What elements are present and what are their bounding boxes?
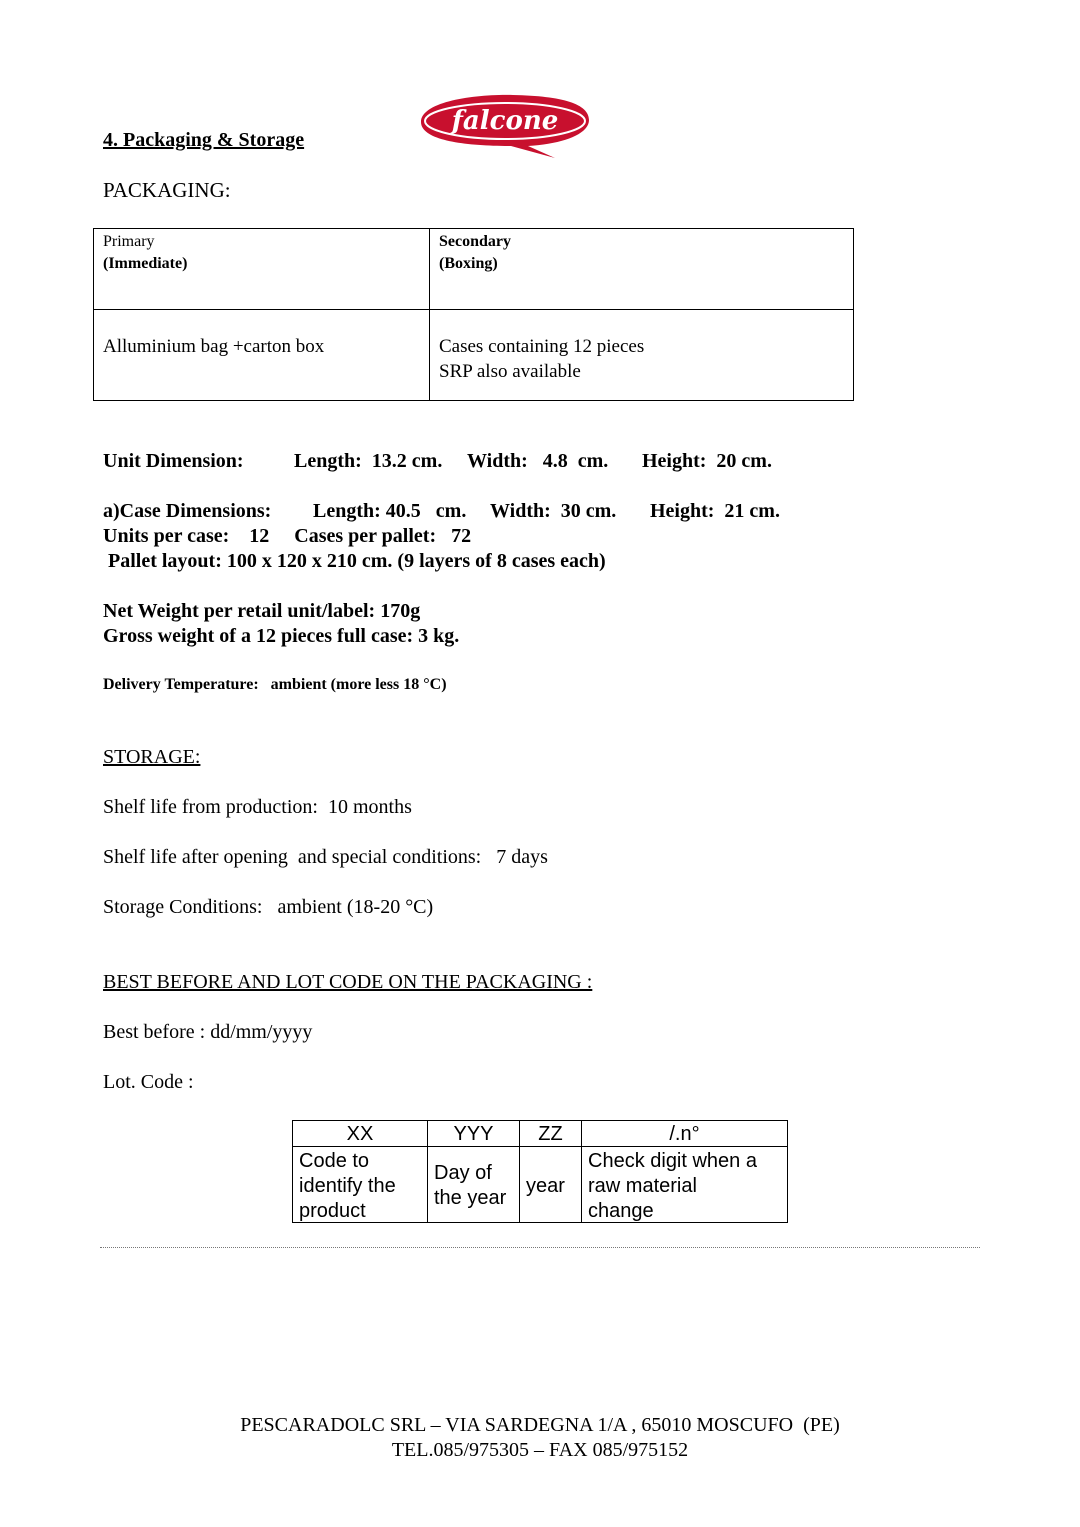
- net-weight: Net Weight per retail unit/label: 170g: [103, 600, 421, 622]
- lot-code-label: Lot. Code :: [103, 1071, 194, 1093]
- secondary-value-line1: Cases containing 12 pieces: [439, 336, 645, 357]
- lot-col-xx-text: Code to identify the product: [299, 1150, 396, 1222]
- best-before: Best before : dd/mm/yyyy: [103, 1021, 313, 1043]
- case-dimension-label: a)Case Dimensions:: [103, 500, 272, 522]
- lot-col-xx-header: XX: [346, 1123, 374, 1145]
- case-length: Length: 40.5 cm.: [313, 500, 467, 522]
- lot-code-heading: BEST BEFORE AND LOT CODE ON THE PACKAGING :: [103, 971, 593, 993]
- logo-wordmark: falcone: [451, 106, 559, 136]
- falcone-logo: [413, 92, 593, 160]
- secondary-sub-label: (Boxing): [439, 255, 498, 272]
- lot-code-table: [292, 1120, 788, 1223]
- footer-divider: [100, 1247, 980, 1248]
- lot-col-n-text: Check digit when a raw material change: [588, 1150, 757, 1222]
- lot-col-n-header: /.n°: [669, 1123, 700, 1145]
- delivery-temperature: Delivery Temperature: ambient (more less 18 °C): [103, 676, 447, 693]
- case-height: Height: 21 cm.: [650, 500, 780, 522]
- unit-dimension-label: Unit Dimension:: [103, 450, 244, 472]
- storage-conditions: Storage Conditions: ambient (18-20 °C): [103, 896, 434, 918]
- section-title: 4. Packaging & Storage: [103, 129, 305, 151]
- shelf-life-opening: Shelf life after opening and special conditions: 7 days: [103, 846, 548, 868]
- pallet-layout: Pallet layout: 100 x 120 x 210 cm. (9 layers of 8 cases each): [108, 550, 606, 572]
- footer-address: PESCARADOLC SRL – VIA SARDEGNA 1/A , 65010 MOSCUFO (PE): [240, 1414, 840, 1436]
- lot-col-zz-text: year: [526, 1175, 565, 1197]
- secondary-value-line2: SRP also available: [439, 361, 581, 382]
- packaging-heading: PACKAGING:: [103, 178, 231, 202]
- packaging-table: [93, 228, 854, 401]
- shelf-life-production: Shelf life from production: 10 months: [103, 796, 412, 818]
- units-per-case: Units per case: 12 Cases per pallet: 72: [103, 525, 472, 547]
- primary-value: Alluminium bag +carton box: [103, 336, 325, 357]
- lot-col-yyy-header: YYY: [453, 1123, 494, 1145]
- primary-sub-label: (Immediate): [103, 255, 188, 272]
- lot-col-zz-header: ZZ: [538, 1123, 563, 1145]
- primary-label: Primary: [103, 233, 155, 250]
- case-width: Width: 30 cm.: [490, 500, 617, 522]
- lot-col-yyy-text: Day of the year: [434, 1162, 507, 1209]
- storage-heading: STORAGE:: [103, 746, 201, 768]
- unit-length: Length: 13.2 cm.: [294, 450, 443, 472]
- gross-weight: Gross weight of a 12 pieces full case: 3 kg.: [103, 625, 460, 647]
- secondary-label: Secondary: [439, 233, 511, 250]
- unit-height: Height: 20 cm.: [642, 450, 772, 472]
- unit-width: Width: 4.8 cm.: [467, 450, 609, 472]
- footer-phone: TEL.085/975305 – FAX 085/975152: [391, 1439, 689, 1461]
